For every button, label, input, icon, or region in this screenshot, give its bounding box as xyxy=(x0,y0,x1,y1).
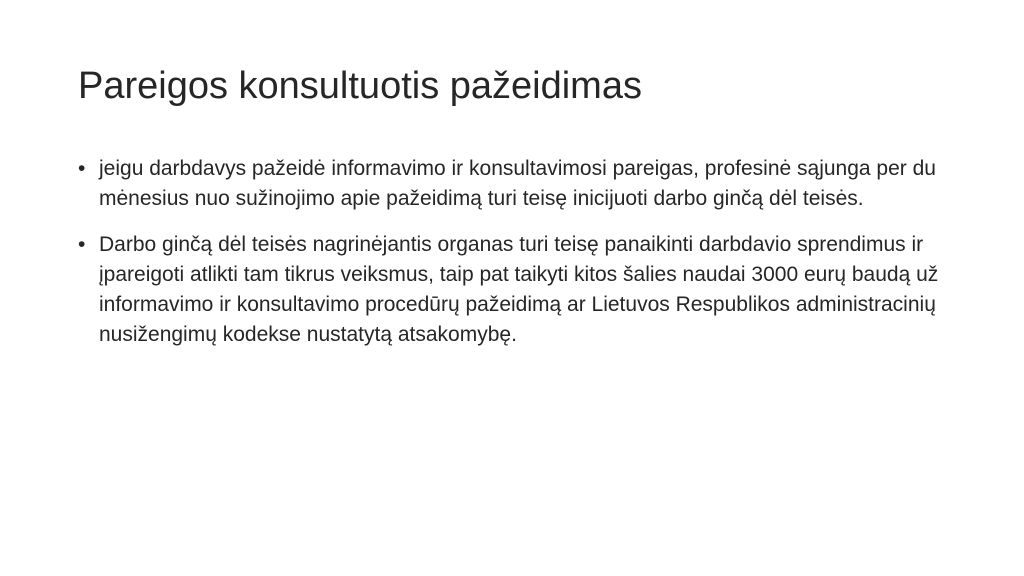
bullet-list xyxy=(78,154,968,366)
bullet-text-2: Darbo ginčą dėl teisės nagrinėjantis organas turi teisę panaikinti darbdavio sprendimus ir įpareigoti atlikti tam tikrus veiksmus, taip pat taikyti kitos šalies naudai 3000 eurų baudą už informavimo ir konsultavimo procedūrų pažeidimą ar Lietuvos Respublikos administracinių nusižengimų kodekse nustatytą atsakomybę. xyxy=(99,233,939,346)
bullet-item-1 xyxy=(78,154,968,214)
bullet-item-2 xyxy=(78,230,968,350)
bullet-dot-icon: • xyxy=(78,233,86,256)
bullet-dot-icon: • xyxy=(78,157,86,180)
bullet-text-1: jeigu darbdavys pažeidė informavimo ir konsultavimosi pareigas, profesinė sąjunga per du mėnesius nuo sužinojimo apie pažeidimą turi teisę inicijuoti darbo ginčą dėl teisės. xyxy=(99,157,936,210)
slide-title: Pareigos konsultuotis pažeidimas xyxy=(78,65,642,107)
